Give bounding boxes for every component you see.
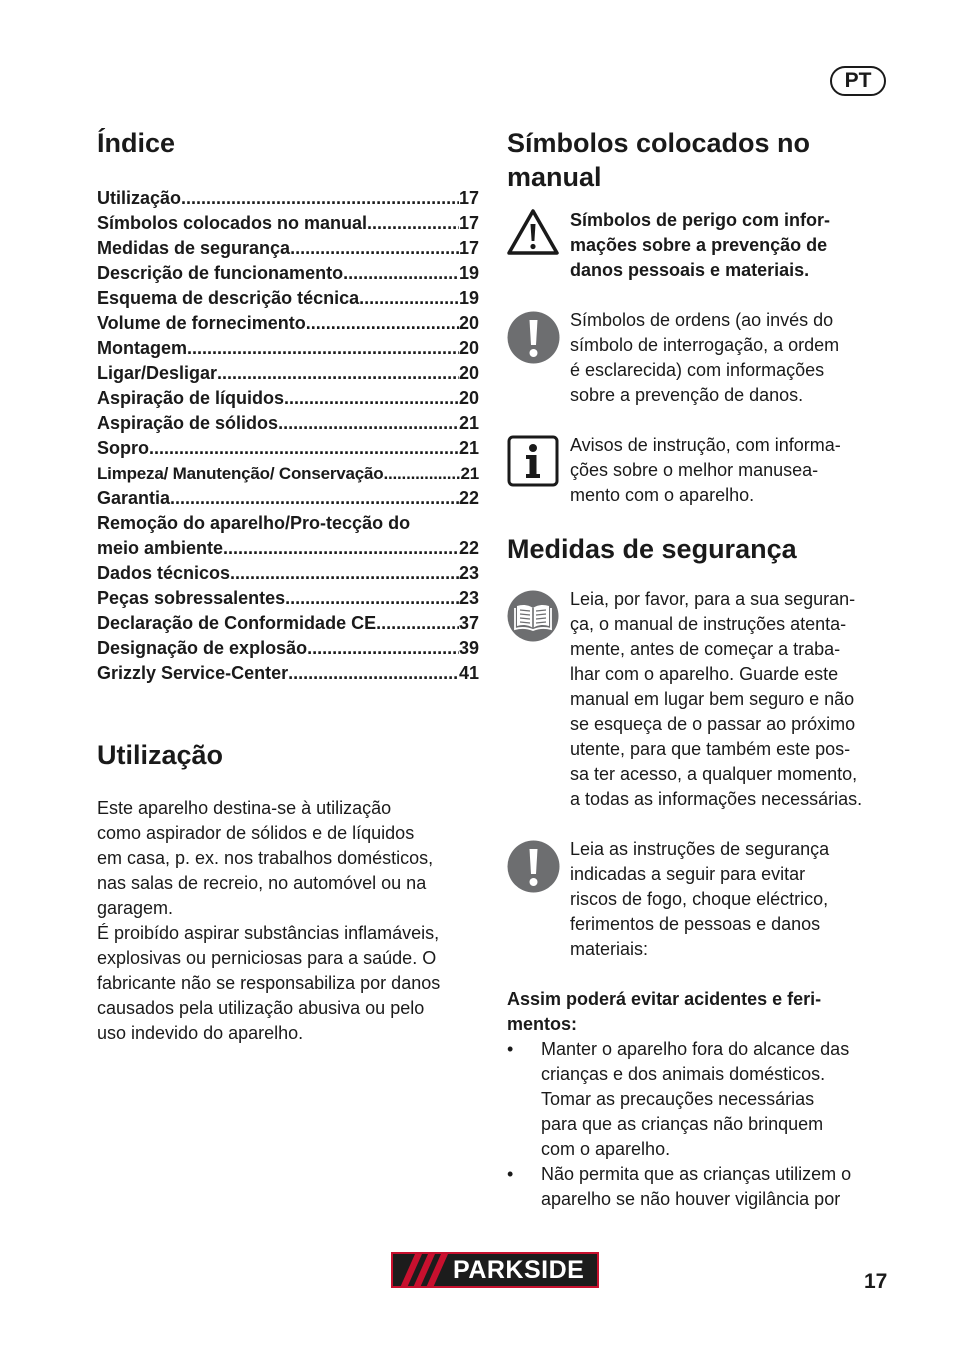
text-line: indicadas a seguir para evitar <box>570 864 806 884</box>
usage-title: Utilização <box>97 740 224 770</box>
toc-item-page: 23 <box>458 563 479 583</box>
exclamation-circle-icon <box>507 837 570 898</box>
text-line: materiais: <box>570 939 649 959</box>
text-line: mento com o aparelho. <box>570 485 755 505</box>
manual-book-icon <box>507 587 570 647</box>
toc-item-label: Declaração de Conformidade CE <box>97 613 377 633</box>
toc-item <box>97 486 479 511</box>
toc-item <box>97 211 479 236</box>
toc-item <box>97 311 479 336</box>
toc-item-page: 22 <box>458 538 479 558</box>
toc-item-page: 20 <box>458 363 479 383</box>
language-badge: PT <box>830 66 886 96</box>
table-of-contents <box>97 186 479 686</box>
logo-stripes-icon <box>393 1254 451 1286</box>
toc-item-label: Sopro <box>97 438 149 458</box>
right-column <box>507 126 892 1212</box>
index-title: Índice <box>97 128 176 158</box>
toc-dot-leader <box>284 386 459 411</box>
toc-dot-leader <box>307 636 459 661</box>
list-item <box>507 1162 892 1212</box>
safety-instructions-row <box>507 837 892 962</box>
toc-item <box>97 636 479 661</box>
logo-brand-text: PARKSIDE <box>453 1255 585 1284</box>
text-line: sa ter acesso, a qualquer momento, <box>570 764 858 784</box>
toc-item-page: 23 <box>458 588 479 608</box>
toc-item-label: Descrição de funcionamento <box>97 263 344 283</box>
toc-item-label: meio ambiente <box>97 538 224 558</box>
text-line: ça, o manual de instruções atenta- <box>570 614 847 634</box>
symbols-title-line: manual <box>507 162 602 192</box>
toc-item <box>97 436 479 461</box>
text-line: a todas as informações necessárias. <box>570 789 863 809</box>
toc-item <box>97 361 479 386</box>
text-line: Assim poderá evitar acidentes e feri- <box>507 989 822 1009</box>
text-line: ferimentos de pessoas e danos <box>570 914 821 934</box>
toc-dot-leader <box>290 236 459 261</box>
order-symbol-row <box>507 308 892 408</box>
toc-item-label: Medidas de segurança <box>97 238 291 258</box>
toc-item <box>97 586 479 611</box>
toc-dot-leader <box>230 561 459 586</box>
text-line: danos pessoais e materiais. <box>570 260 810 280</box>
toc-item-label: Dados técnicos <box>97 563 231 583</box>
toc-item-page: 21 <box>458 413 479 433</box>
warning-symbol-text <box>570 208 892 283</box>
text-line: se esqueça de o passar ao próximo <box>570 714 856 734</box>
text-line: lhar com o aparelho. Guarde este <box>570 664 839 684</box>
text-line: mente, antes de começar a traba- <box>570 639 841 659</box>
toc-item-page: 19 <box>458 288 479 308</box>
toc-dot-leader <box>223 536 459 561</box>
toc-item <box>97 286 479 311</box>
toc-item <box>97 261 479 286</box>
text-line: símbolo de interrogação, a ordem <box>570 335 840 355</box>
toc-item-page: 17 <box>458 238 479 258</box>
usage-text <box>97 796 479 1046</box>
text-line: para que as crianças não brinquem <box>541 1114 824 1134</box>
toc-dot-leader <box>376 611 459 636</box>
toc-item-page: 41 <box>458 663 479 683</box>
text-line: crianças e dos animais domésticos. <box>541 1064 826 1084</box>
toc-item-page: 17 <box>458 188 479 208</box>
text-line: manual em lugar bem seguro e não <box>570 689 855 709</box>
order-symbol-text <box>570 308 892 408</box>
toc-item-label: Montagem <box>97 338 187 358</box>
toc-item-page: 20 <box>458 338 479 358</box>
warning-symbol-row <box>507 208 892 283</box>
list-item <box>507 1037 892 1162</box>
toc-item <box>97 186 479 211</box>
text-line: • Não permita que as crianças utilizem o <box>541 1164 852 1184</box>
warning-triangle-icon <box>507 208 570 261</box>
info-symbol-row <box>507 433 892 508</box>
text-line: Símbolos de perigo com infor- <box>570 210 831 230</box>
toc-dot-leader <box>278 411 459 436</box>
toc-dot-leader <box>217 361 459 386</box>
toc-item <box>97 386 479 411</box>
toc-item-page: 19 <box>458 263 479 283</box>
text-line: explosivas ou perniciosas para a saúde. O <box>97 948 437 968</box>
text-line: riscos de fogo, choque eléctrico, <box>570 889 829 909</box>
safety-title: Medidas de segurança <box>507 534 797 564</box>
text-line: sobre a prevenção de danos. <box>570 385 804 405</box>
text-line: mentos: <box>507 1014 578 1034</box>
left-column <box>97 126 479 1046</box>
text-line: aparelho se não houver vigilância por <box>541 1189 841 1209</box>
toc-item-label: Aspiração de líquidos <box>97 388 285 408</box>
read-manual-row <box>507 587 892 812</box>
text-line: Símbolos de ordens (ao invés do <box>570 310 834 330</box>
toc-item-label: Limpeza/ Manutenção/ Conservação <box>97 464 384 483</box>
text-line: fabricante não se responsabiliza por danos <box>97 973 441 993</box>
toc-item <box>97 536 479 561</box>
text-line: causados pela utilização abusiva ou pelo <box>97 998 425 1018</box>
text-line: Tomar as precauções necessárias <box>541 1089 815 1109</box>
safety-instructions-text <box>570 837 892 962</box>
toc-dot-leader <box>285 586 459 611</box>
toc-item-label: Grizzly Service-Center <box>97 663 289 683</box>
toc-item-label: Aspiração de sólidos <box>97 413 279 433</box>
toc-item <box>97 611 479 636</box>
toc-item-label: Símbolos colocados no manual <box>97 213 368 233</box>
text-line: ções sobre o melhor manusea- <box>570 460 819 480</box>
toc-item <box>97 561 479 586</box>
info-symbol-text <box>570 433 892 508</box>
toc-dot-leader <box>170 486 459 511</box>
text-line: garagem. <box>97 898 174 918</box>
avoid-accidents-heading <box>507 987 892 1037</box>
toc-item-label: Utilização <box>97 188 182 208</box>
exclamation-circle-icon <box>507 308 570 369</box>
toc-item <box>97 411 479 436</box>
toc-dot-leader <box>306 311 459 336</box>
text-line: com o aparelho. <box>541 1139 671 1159</box>
text-line: mações sobre a prevenção de <box>570 235 828 255</box>
text-line: como aspirador de sólidos e de líquidos <box>97 823 415 843</box>
toc-dot-leader <box>367 211 459 236</box>
toc-dot-leader <box>288 661 459 686</box>
toc-item-label: Volume de fornecimento <box>97 313 306 333</box>
toc-dot-leader <box>149 436 459 461</box>
toc-dot-leader <box>383 461 460 486</box>
toc-item-page: 22 <box>458 488 479 508</box>
text-line: utente, para que também este pos- <box>570 739 851 759</box>
toc-dot-leader <box>359 286 459 311</box>
text-line: • Manter o aparelho fora do alcance das <box>541 1039 850 1059</box>
symbols-title <box>507 126 892 194</box>
text-line: uso indevido do aparelho. <box>97 1023 304 1043</box>
toc-item <box>97 236 479 261</box>
toc-item-page: 20 <box>458 388 479 408</box>
toc-item-label: Garantia <box>97 488 171 508</box>
toc-item-label-line: Remoção do aparelho/Pro-tecção do <box>97 513 411 533</box>
safety-bullet-list <box>507 1037 892 1212</box>
text-line: Este aparelho destina-se à utilização <box>97 798 392 818</box>
page-number: 17 <box>864 1270 888 1293</box>
toc-item-label: Esquema de descrição técnica <box>97 288 360 308</box>
toc-item-page: 39 <box>458 638 479 658</box>
text-line: Avisos de instrução, com informa- <box>570 435 841 455</box>
toc-dot-leader <box>343 261 459 286</box>
text-line: é esclarecida) com informações <box>570 360 825 380</box>
symbols-title-line: Símbolos colocados no <box>507 128 811 158</box>
text-line: em casa, p. ex. nos trabalhos domésticos, <box>97 848 434 868</box>
toc-item-page: 21 <box>458 438 479 458</box>
toc-item <box>97 661 479 686</box>
toc-item-page: 21 <box>460 464 479 483</box>
text-line: É proibído aspirar substâncias inflamáveis, <box>97 923 440 943</box>
info-icon <box>507 433 570 492</box>
toc-item <box>97 461 479 486</box>
read-manual-text <box>570 587 892 812</box>
text-line: Leia, por favor, para a sua seguran- <box>570 589 856 609</box>
parkside-logo <box>391 1252 599 1288</box>
toc-item-page: 20 <box>458 313 479 333</box>
toc-item-label: Ligar/Desligar <box>97 363 218 383</box>
toc-item-label: Designação de explosão <box>97 638 308 658</box>
toc-item-label: Peças sobressalentes <box>97 588 286 608</box>
toc-item-page: 37 <box>458 613 479 633</box>
toc-dot-leader <box>187 336 459 361</box>
toc-dot-leader <box>181 186 459 211</box>
text-line: Leia as instruções de segurança <box>570 839 830 859</box>
toc-item <box>97 336 479 361</box>
text-line: nas salas de recreio, no automóvel ou na <box>97 873 427 893</box>
toc-item-page: 17 <box>458 213 479 233</box>
